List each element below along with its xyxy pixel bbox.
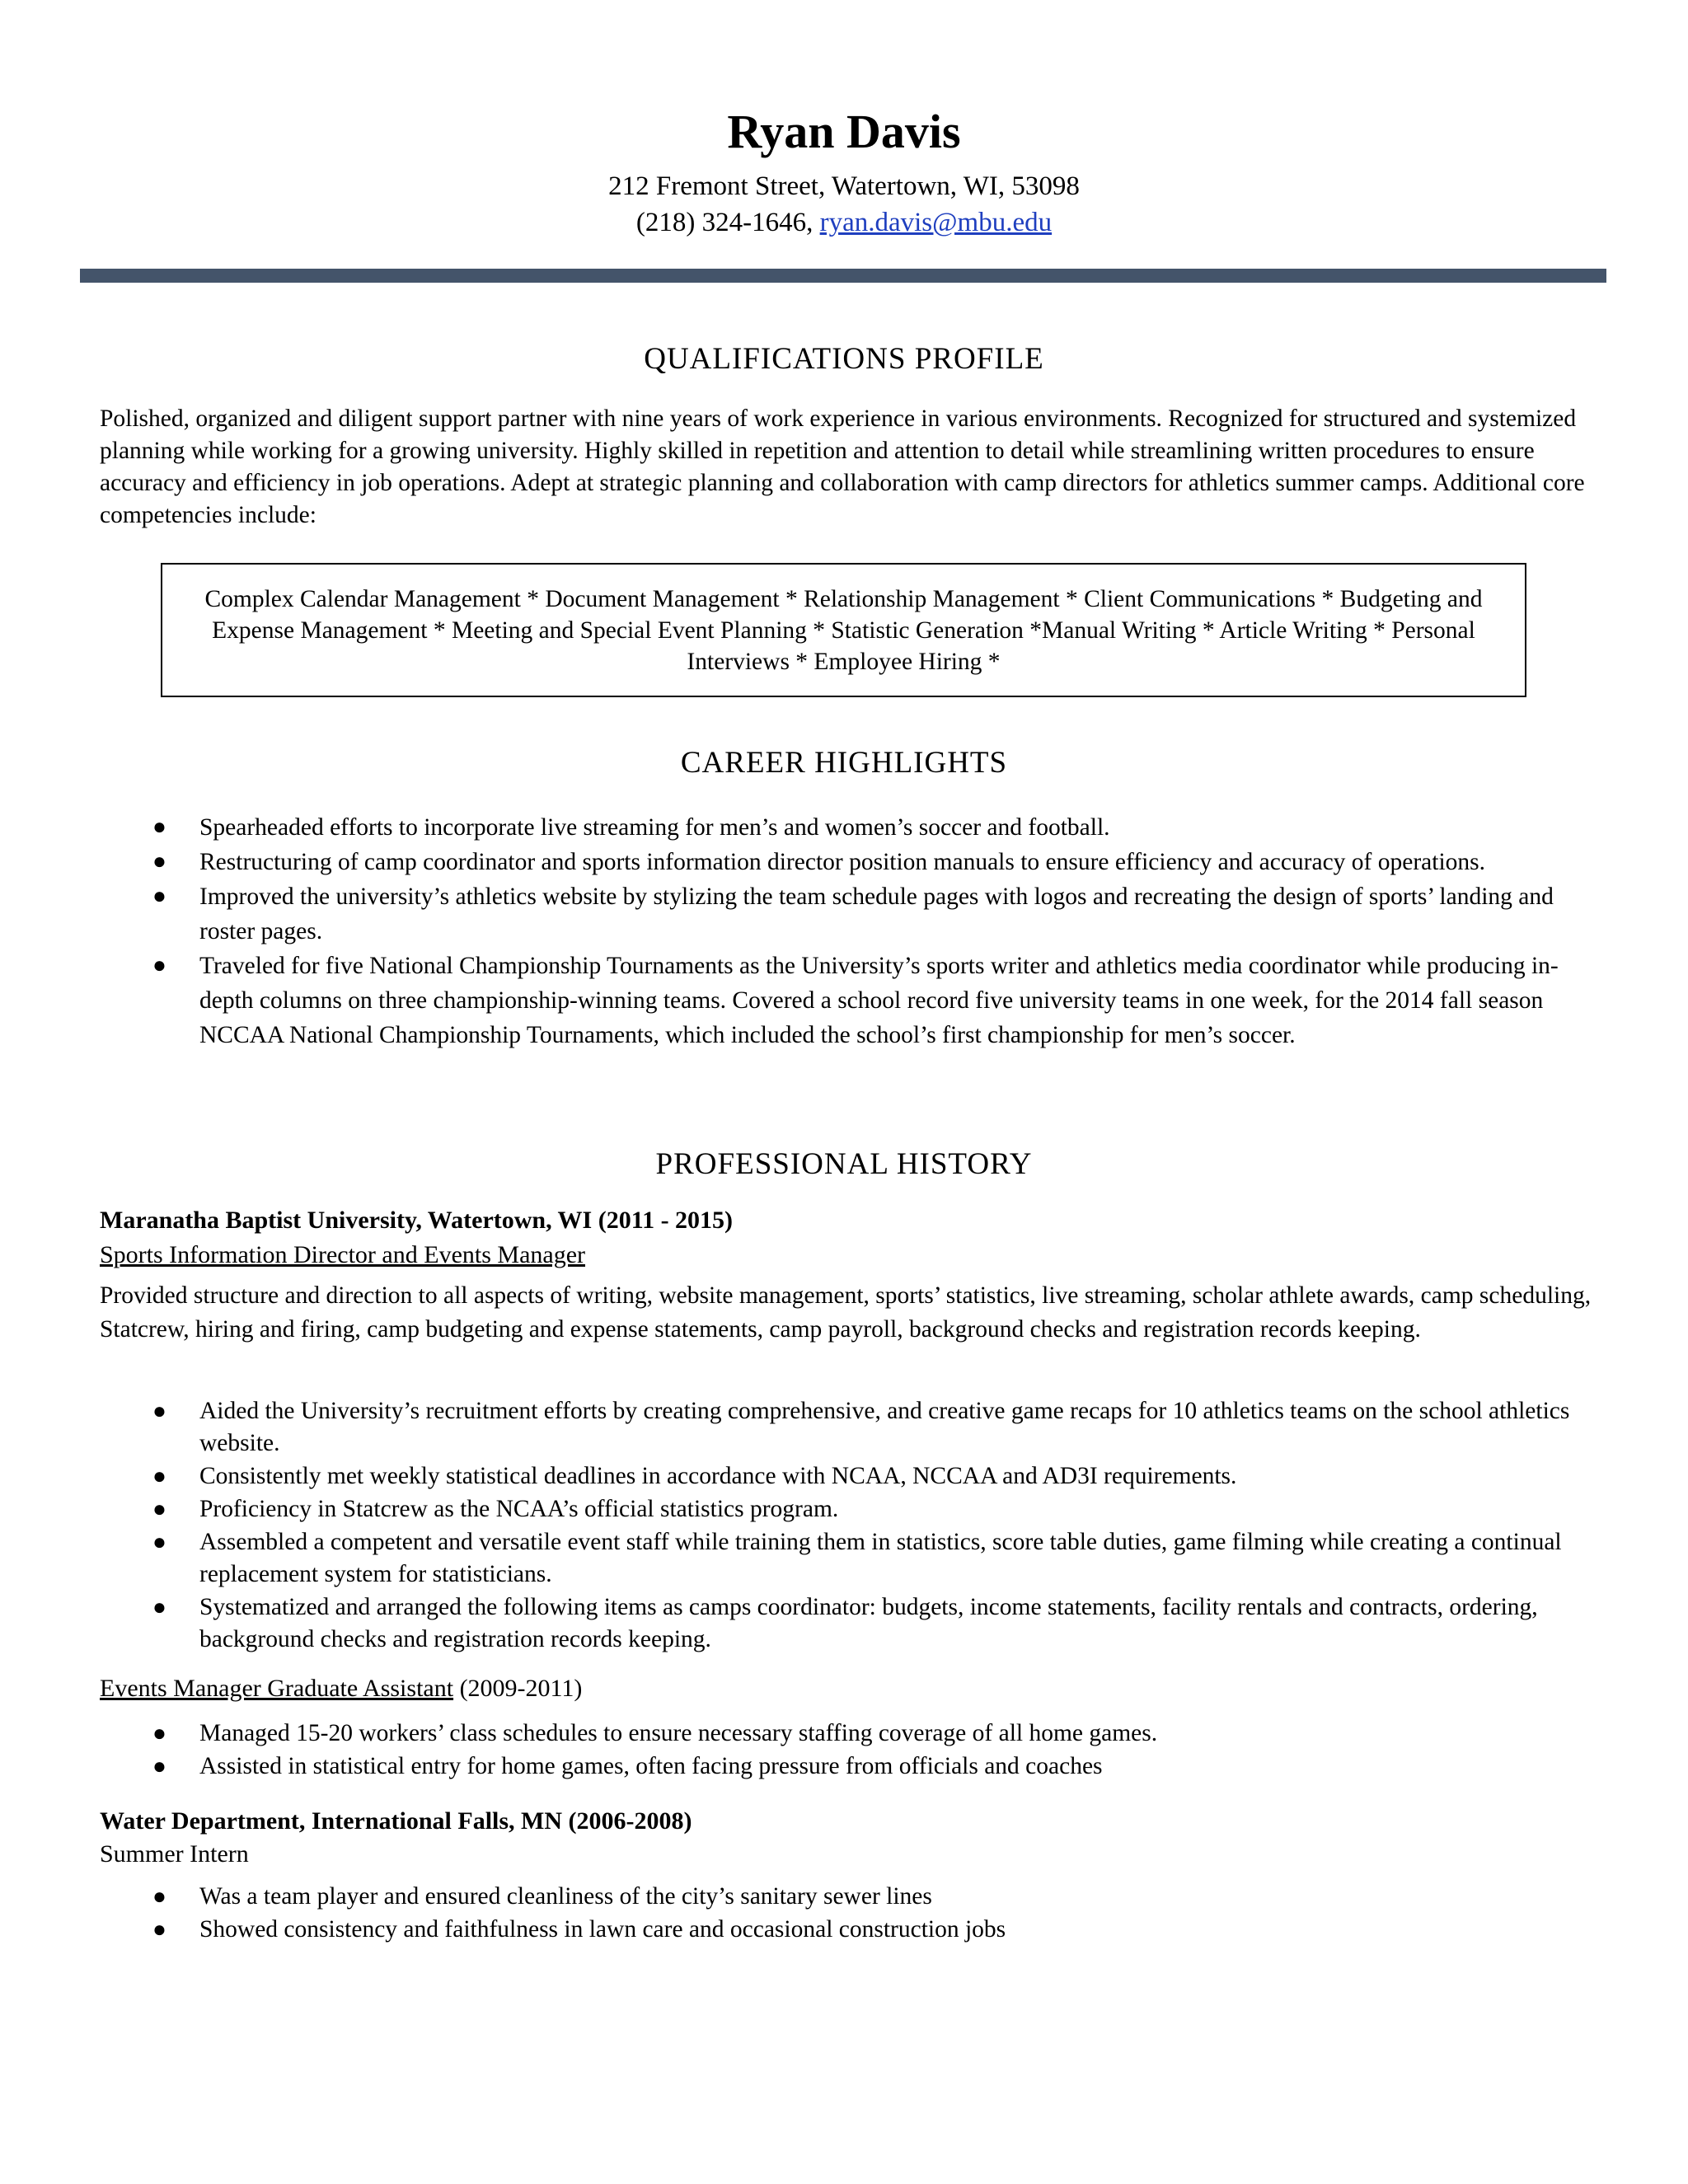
candidate-name: Ryan Davis — [727, 105, 961, 158]
list-item: ● Systematized and arranged the following items as camps coordinator: budgets, income statements, facility rentals and contracts, ordering, background checks and registration records keeping. — [100, 1591, 1596, 1656]
list-item: ● Spearheaded efforts to incorporate live streaming for men’s and women’s soccer and football. — [100, 810, 1596, 845]
bullet-icon: ● — [152, 1884, 166, 1910]
contact-line — [0, 204, 1688, 241]
job1-list — [100, 1395, 1596, 1657]
list-item: ● Consistently met weekly statistical deadlines in accordance with NCAA, NCCAA and AD3I requirements. — [100, 1460, 1596, 1493]
phone: (218) 324-1646, — [635, 208, 814, 237]
competencies-text: Complex Calendar Management * Document Management * Relationship Management * Client Communications * Budgeting and Expense Management * Meeting and Special Event Planning * Statistic Generation *Manual Writing * Article Writing * Personal Interviews * Employee Hiring * — [204, 585, 1483, 675]
qualifications-summary: Polished, organized and diligent support partner with nine years of work experience in various environments. Recognized for structured and systemized planning while working for a growing university. Highly skilled in repetition and attention to detail while streamlining written procedures to ensure accuracy and efficiency in job operations. Adept at strategic planning and collaboration with camp directors for athletics summer camps. Additional core competencies include: — [100, 405, 1585, 528]
bullet-icon: ● — [152, 1917, 166, 1943]
bullet-icon: ● — [152, 953, 166, 978]
bullet-icon: ● — [152, 1399, 166, 1424]
bullet-icon: ● — [152, 849, 166, 874]
list-item: ● Assisted in statistical entry for home games, often facing pressure from officials and coaches — [100, 1750, 1596, 1783]
email-link[interactable]: ryan.davis@mbu.edu — [819, 208, 1053, 237]
address: 212 Fremont Street, Watertown, WI, 53098 — [608, 171, 1080, 201]
job1-description: Provided structure and direction to all aspects of writing, website management, sports’ statistics, live streaming, scholar athlete awards, camp scheduling, Statcrew, hiring and firing, camp budgeting and expense statements, camp payroll, background checks and registration records keeping. — [100, 1282, 1592, 1343]
role-sports-info-director: Sports Information Director and Events Manager — [100, 1241, 585, 1268]
list-item: ● Showed consistency and faithfulness in lawn care and occasional construction jobs — [100, 1914, 1596, 1946]
bullet-icon: ● — [152, 1497, 166, 1522]
role-summer-intern: Summer Intern — [100, 1840, 249, 1868]
list-item: ● Managed 15-20 workers’ class schedules to ensure necessary staffing coverage of all home games. — [100, 1718, 1596, 1750]
career-highlights-title: CAREER HIGHLIGHTS — [680, 746, 1008, 780]
bullet-icon: ● — [152, 1721, 166, 1746]
employer-water-department: Water Department, International Falls, MN (2006-2008) — [100, 1807, 692, 1835]
competencies-box — [161, 563, 1526, 697]
job2-list — [100, 1718, 1596, 1783]
list-item: ● Assembled a competent and versatile event staff while training them in statistics, score table duties, game filming while creating a continual replacement system for statisticians. — [100, 1526, 1596, 1591]
list-item: ● Aided the University’s recruitment efforts by creating comprehensive, and creative game recaps for 10 athletics teams on the school athletics website. — [100, 1395, 1596, 1460]
list-item: ● Was a team player and ensured cleanliness of the city’s sanitary sewer lines — [100, 1881, 1596, 1913]
bullet-icon: ● — [152, 1530, 166, 1555]
role-events-manager-ga: Events Manager Graduate Assistant (2009-2011) — [100, 1675, 583, 1702]
list-item: ● Improved the university’s athletics website by stylizing the team schedule pages with logos and recreating the design of sports’ landing and roster pages. — [100, 879, 1596, 949]
job3-list — [100, 1881, 1596, 1947]
list-item: ● Restructuring of camp coordinator and sports information director position manuals to ensure efficiency and accuracy of operations. — [100, 845, 1596, 879]
qualifications-title: QUALIFICATIONS PROFILE — [644, 342, 1044, 376]
highlights-list — [100, 810, 1596, 1052]
bullet-icon: ● — [152, 1754, 166, 1779]
bullet-icon: ● — [152, 1595, 166, 1620]
list-item: ● Traveled for five National Championship Tournaments as the University’s sports writer and athletics media coordinator while producing in-depth columns on three championship-winning teams. Covered a school record five university teams in one week, for the 2014 fall season NCCAA National Championship Tournaments, which included the school’s first championship for men’s soccer. — [100, 949, 1596, 1052]
list-item: ● Proficiency in Statcrew as the NCAA’s official statistics program. — [100, 1493, 1596, 1526]
employer-maranatha: Maranatha Baptist University, Watertown, WI (2011 - 2015) — [100, 1207, 734, 1234]
bullet-icon: ● — [152, 883, 166, 909]
header-divider — [80, 269, 1606, 283]
professional-history-title: PROFESSIONAL HISTORY — [655, 1147, 1033, 1181]
bullet-icon: ● — [152, 814, 166, 840]
bullet-icon: ● — [152, 1464, 166, 1489]
